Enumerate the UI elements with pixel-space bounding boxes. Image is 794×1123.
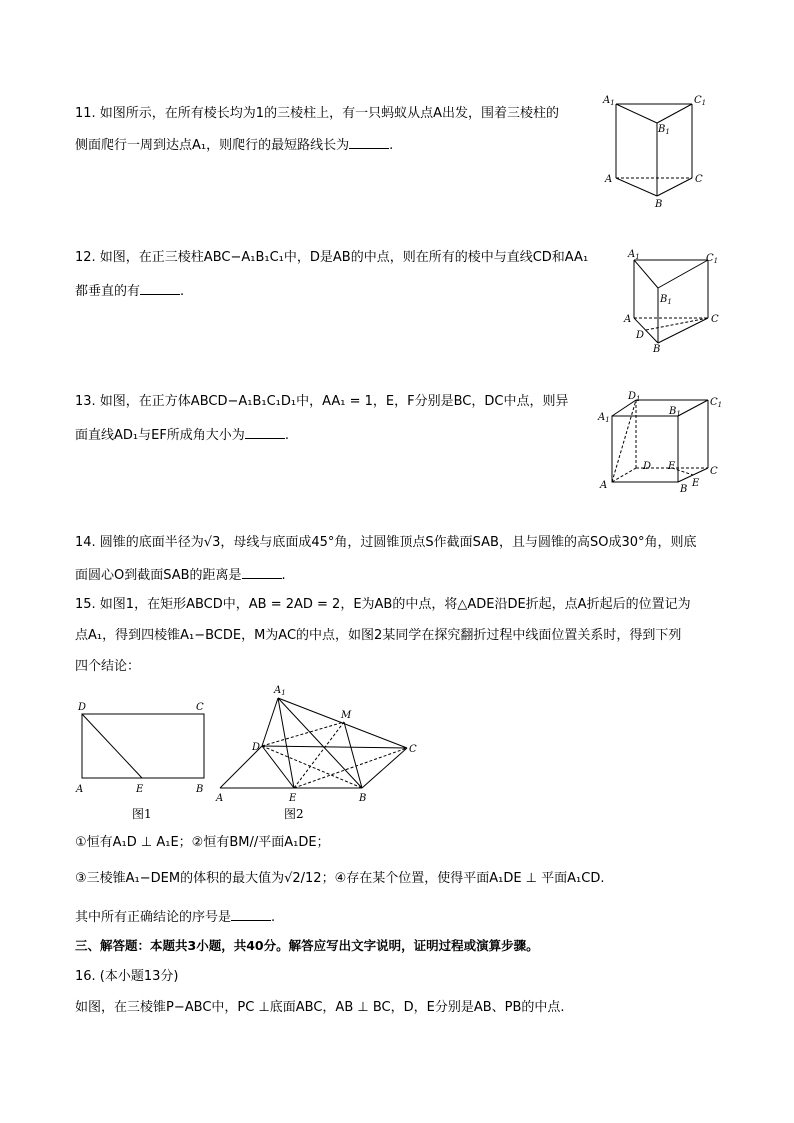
answer-blank[interactable] [140, 282, 180, 295]
label-B: B [653, 344, 661, 354]
label-C: C [695, 174, 703, 185]
label-A: A [600, 480, 608, 491]
answer-blank[interactable] [242, 566, 282, 579]
answer-blank[interactable] [245, 426, 285, 439]
label-D: D [636, 330, 645, 341]
q15-conclusions-1-2: ①恒有A₁D ⊥ A₁E；②恒有BM//平面A₁DE； [75, 835, 330, 850]
label-A1: $A_1$ [628, 249, 640, 261]
label-B1: $B_1$ [658, 124, 670, 136]
label-A: A [624, 314, 632, 325]
label-B: B [655, 199, 663, 210]
label-M: M [341, 710, 352, 721]
label-C1: $C_1$ [706, 253, 719, 265]
label-D: D [643, 461, 652, 472]
q12-line1: 12. 如图，在正三棱柱ABC−A₁B₁C₁中，D是AB的中点，则在所有的棱中与直线CD和AA₁ [75, 250, 589, 265]
label-A1: $A_1$ [598, 412, 610, 424]
label-D: D [252, 742, 261, 753]
label-A: A [605, 174, 613, 185]
label-C: C [710, 466, 718, 477]
figure2-caption: 图2 [284, 807, 304, 821]
label-C1: $C_1$ [694, 95, 707, 107]
label-C: C [711, 314, 719, 325]
answer-blank[interactable] [349, 136, 389, 149]
q12-prism-figure [618, 246, 728, 358]
label-C: C [409, 744, 417, 755]
figure1-caption: 图1 [132, 807, 152, 821]
q11-line1: 11. 如图所示，在所有棱长均为1的三棱柱上，有一只蚂蚁从点A出发，围着三棱柱的 [75, 106, 559, 121]
label-B1: $B_1$ [669, 406, 681, 418]
q16-body: 如图，在三棱锥P−ABC中，PC ⊥底面ABC，AB ⊥ BC，D，E分别是AB、PB的中点. [75, 1000, 565, 1015]
q13-line2: 面直线AD₁与EF所成角大小为 . [75, 428, 289, 443]
label-B: B [359, 793, 367, 802]
label-F: F [668, 461, 675, 472]
q13-line1: 13. 如图，在正方体ABCD−A₁B₁C₁D₁中，AA₁ = 1，E，F分别是BC，DC中点，则异 [75, 394, 569, 409]
q12-line2: 都垂直的有 . [75, 284, 185, 299]
label-A: A [76, 784, 84, 795]
label-C: C [196, 702, 204, 713]
q15-answer-line: 其中所有正确结论的序号是 . [75, 910, 276, 925]
answer-blank[interactable] [231, 908, 271, 921]
label-B: B [196, 784, 204, 795]
label-E: E [289, 793, 297, 802]
q15-figure2-pyramid [212, 682, 427, 806]
label-E: E [692, 478, 700, 489]
q16-heading: 16. (本小题13分) [75, 969, 179, 984]
label-A1: $A_1$ [603, 95, 615, 107]
label-E: E [136, 784, 144, 795]
q15-conclusions-3-4: ③三棱锥A₁−DEM的体积的最大值为√2/12；④存在某个位置，使得平面A₁DE ⊥ 平面A₁CD. [75, 871, 605, 886]
q11-line2: 侧面爬行一周到达点A₁，则爬行的最短路线长为 . [75, 138, 394, 153]
q14-line2: 面圆心O到截面SAB的距离是 . [75, 568, 286, 583]
label-B: B [680, 484, 688, 495]
label-B1: $B_1$ [660, 294, 672, 306]
q15-line2: 点A₁，得到四棱锥A₁−BCDE，M为AC的中点，如图2某同学在探究翻折过程中线面位置关系时，得到下列 [75, 628, 682, 643]
q11-prism-figure [600, 92, 710, 214]
q14-line1: 14. 圆锥的底面半径为√3，母线与底面成45°角，过圆锥顶点S作截面SAB，且与圆锥的高SO成30°角，则底 [75, 535, 697, 550]
label-A: A [216, 793, 224, 802]
section3-heading: 三、解答题：本题共3小题，共40分。解答应写出文字说明，证明过程或演算步骤。 [75, 938, 539, 953]
q15-line1: 15. 如图1，在矩形ABCD中，AB = 2AD = 2，E为AB的中点，将△ADE沿DE折起，点A折起后的位置记为 [75, 597, 691, 612]
label-C1: $C_1$ [710, 397, 723, 409]
label-A1: $A_1$ [274, 685, 286, 697]
q15-figure1-rectangle [72, 698, 222, 806]
q13-cube-figure [596, 390, 726, 502]
label-D1: $D_1$ [628, 391, 641, 403]
label-D: D [78, 702, 87, 713]
q15-line3: 四个结论： [75, 659, 141, 674]
